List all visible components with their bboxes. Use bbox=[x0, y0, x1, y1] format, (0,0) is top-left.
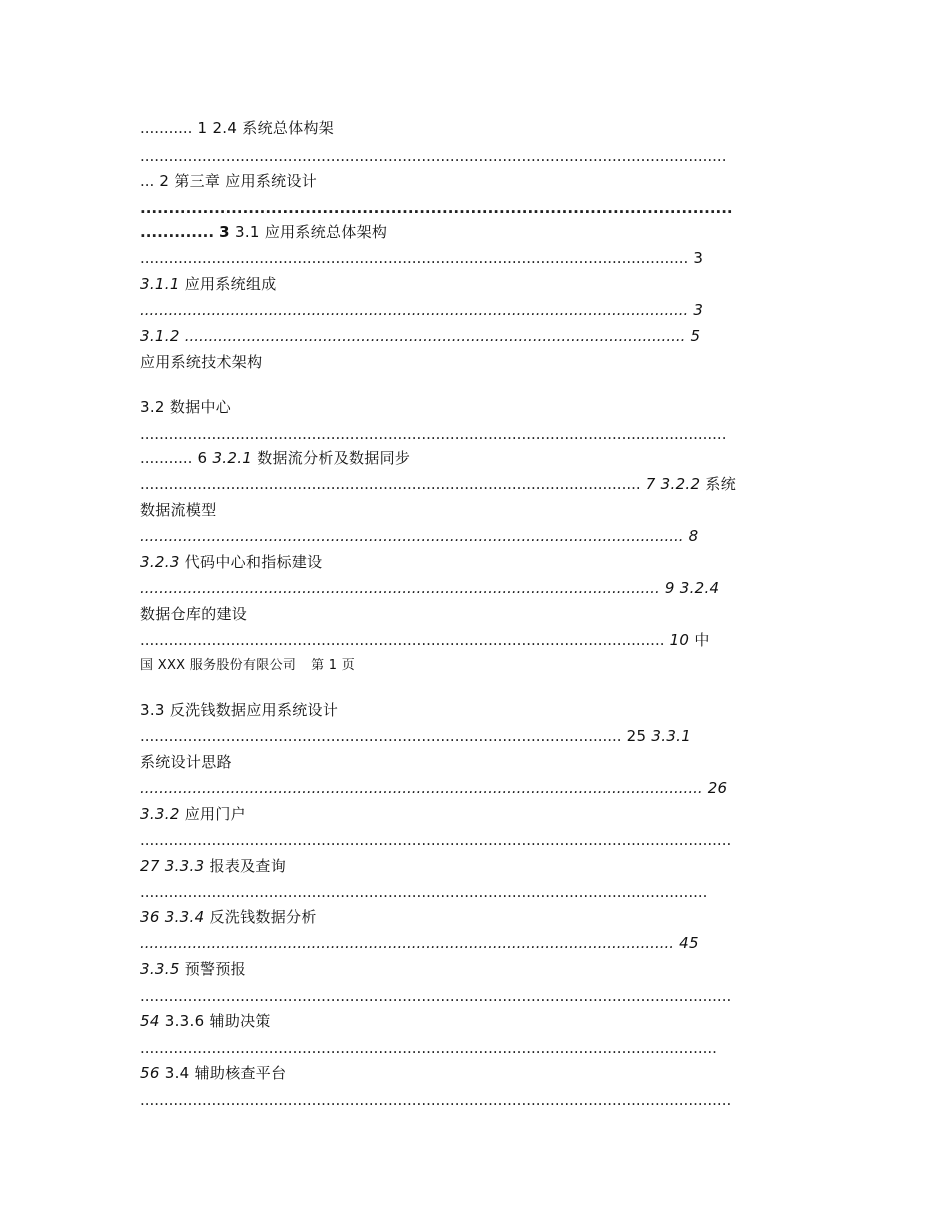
section-title: 报表及查询 bbox=[209, 857, 287, 875]
section-title: 应用门户 bbox=[184, 805, 246, 823]
toc-line bbox=[140, 778, 727, 798]
section-number: 3.2.2 bbox=[660, 475, 701, 493]
leader-dots: ........................................................................................................................... bbox=[140, 425, 727, 443]
leader-dots: ............................................................................................................. bbox=[140, 579, 660, 597]
section-number: 3.2.3 bbox=[140, 553, 180, 571]
leader-dots: ............. bbox=[140, 223, 215, 241]
section-title: 辅助决策 bbox=[209, 1012, 271, 1030]
section-number: 3.2.4 bbox=[679, 579, 720, 597]
leader-dots: ............................................................................................................................ bbox=[140, 1091, 732, 1109]
page-indicator: 第 1 页 bbox=[311, 658, 356, 673]
toc-line bbox=[140, 933, 699, 953]
page-number: 5 bbox=[690, 327, 701, 345]
company-name: 国 XXX 服务股份有限公司 bbox=[140, 658, 297, 673]
section-title: 应用系统技术架构 bbox=[140, 353, 263, 371]
section-title: 代码中心和指标建设 bbox=[184, 553, 323, 571]
toc-line bbox=[140, 448, 410, 468]
page-footer bbox=[140, 656, 355, 676]
toc-line bbox=[140, 752, 232, 772]
leader-dots: .............................................................................................................. bbox=[140, 631, 665, 649]
page-number: 8 bbox=[688, 527, 699, 545]
section-title: 应用系统总体架构 bbox=[264, 223, 388, 241]
toc-line bbox=[140, 352, 262, 372]
toc-line bbox=[140, 882, 707, 902]
page-number: 54 bbox=[140, 1012, 160, 1030]
footer-text-start: 中 bbox=[694, 631, 710, 649]
section-title: 预警预报 bbox=[184, 960, 246, 978]
toc-line bbox=[140, 526, 698, 546]
section-title: 数据仓库的建设 bbox=[140, 605, 248, 623]
section-title: 数据中心 bbox=[169, 398, 232, 416]
toc-line bbox=[140, 1063, 286, 1083]
page-number: 6 bbox=[197, 449, 208, 467]
leader-dots: ....................................................................................................................... bbox=[140, 883, 708, 901]
toc-line bbox=[140, 907, 317, 927]
toc-line bbox=[140, 146, 726, 166]
leader-dots: ................................................................................................................... bbox=[140, 301, 689, 319]
toc-line bbox=[140, 248, 703, 268]
section-title: 数据流分析及数据同步 bbox=[257, 449, 411, 467]
leader-dots: ........... bbox=[140, 119, 193, 137]
section-number: 3.1.1 bbox=[140, 275, 180, 293]
section-number: 3.1 bbox=[234, 223, 260, 241]
page-number: 9 bbox=[664, 579, 675, 597]
section-title: 系统总体构架 bbox=[242, 119, 335, 137]
leader-dots: .................................................................................................................. bbox=[140, 527, 684, 545]
section-number: 3.2 bbox=[140, 398, 165, 416]
toc-line bbox=[140, 300, 703, 320]
toc-line bbox=[140, 1011, 271, 1031]
section-title: 辅助核查平台 bbox=[194, 1064, 287, 1082]
toc-line bbox=[140, 1038, 717, 1058]
leader-dots: ......................................................................................................................... bbox=[140, 1039, 717, 1057]
page-number: 56 bbox=[140, 1064, 160, 1082]
section-number: 3.3.3 bbox=[164, 857, 205, 875]
toc-line bbox=[140, 830, 731, 850]
toc-line bbox=[140, 959, 246, 979]
leader-dots: ............................................................................................................................ bbox=[140, 831, 732, 849]
toc-line bbox=[140, 1090, 731, 1110]
page-number: 3 bbox=[693, 301, 704, 319]
leader-dots: ........... bbox=[140, 449, 193, 467]
leader-dots: ................................................................................................................... bbox=[140, 249, 689, 267]
page-number: 45 bbox=[679, 934, 699, 952]
section-title: 数据流模型 bbox=[140, 501, 217, 519]
page-number: 2 bbox=[159, 172, 170, 190]
leader-dots: ................................................................................................................ bbox=[140, 934, 675, 952]
section-number: 3.3.4 bbox=[164, 908, 205, 926]
section-title: 反洗钱数据应用系统设计 bbox=[169, 701, 339, 719]
section-title: 系统 bbox=[705, 475, 737, 493]
toc-line bbox=[140, 578, 719, 598]
page-number: 3 bbox=[219, 223, 230, 241]
section-number: 3.3.5 bbox=[140, 960, 180, 978]
page-number: 26 bbox=[707, 779, 728, 797]
section-number: 3.4 bbox=[164, 1064, 190, 1082]
toc-line bbox=[140, 630, 710, 650]
leader-dots: ........................................................................................................................... bbox=[140, 147, 727, 165]
toc-line bbox=[140, 397, 231, 417]
toc-line bbox=[140, 222, 387, 242]
toc-line bbox=[140, 171, 317, 191]
leader-dots: ...................................................................................................................... bbox=[140, 779, 703, 797]
section-number: 3.2.1 bbox=[212, 449, 253, 467]
toc-line bbox=[140, 424, 726, 444]
toc-line bbox=[140, 500, 217, 520]
toc-line bbox=[140, 700, 338, 720]
section-number: 3.3.6 bbox=[164, 1012, 205, 1030]
leader-dots: ............................................................................................................................ bbox=[140, 987, 732, 1005]
leader-dots: ......................................................................................................... bbox=[184, 327, 686, 345]
section-number: 3.3 bbox=[140, 701, 165, 719]
section-number: 2.4 bbox=[212, 119, 238, 137]
toc-line bbox=[140, 474, 736, 494]
toc-line bbox=[140, 604, 247, 624]
section-title: 系统设计思路 bbox=[140, 753, 232, 771]
toc-line bbox=[140, 552, 322, 572]
leader-dots: ..................................................................................................... bbox=[140, 727, 622, 745]
page-number: 25 bbox=[626, 727, 647, 745]
toc-line bbox=[140, 804, 246, 824]
toc-line bbox=[140, 986, 731, 1006]
toc-line bbox=[140, 274, 277, 294]
section-title: 反洗钱数据分析 bbox=[209, 908, 317, 926]
section-number: 3.3.1 bbox=[651, 727, 692, 745]
leader-dots: ........................................................................................................ bbox=[140, 199, 733, 217]
section-number: 3.3.2 bbox=[140, 805, 180, 823]
page-number: 27 bbox=[140, 857, 160, 875]
toc-line bbox=[140, 726, 691, 746]
leader-dots: ......................................................................................................... bbox=[140, 475, 641, 493]
toc-line bbox=[140, 326, 700, 346]
section-number: 3.1.2 bbox=[140, 327, 180, 345]
page-number: 3 bbox=[693, 249, 704, 267]
leader-dots: ... bbox=[140, 172, 155, 190]
section-title: 应用系统组成 bbox=[184, 275, 277, 293]
toc-line bbox=[140, 198, 733, 218]
toc-line bbox=[140, 856, 286, 876]
page-number: 1 bbox=[197, 119, 208, 137]
toc-line bbox=[140, 118, 334, 138]
page-number: 10 bbox=[669, 631, 690, 649]
page-number: 7 bbox=[645, 475, 656, 493]
page-number: 36 bbox=[140, 908, 160, 926]
chapter-title: 第三章 应用系统设计 bbox=[174, 172, 318, 190]
